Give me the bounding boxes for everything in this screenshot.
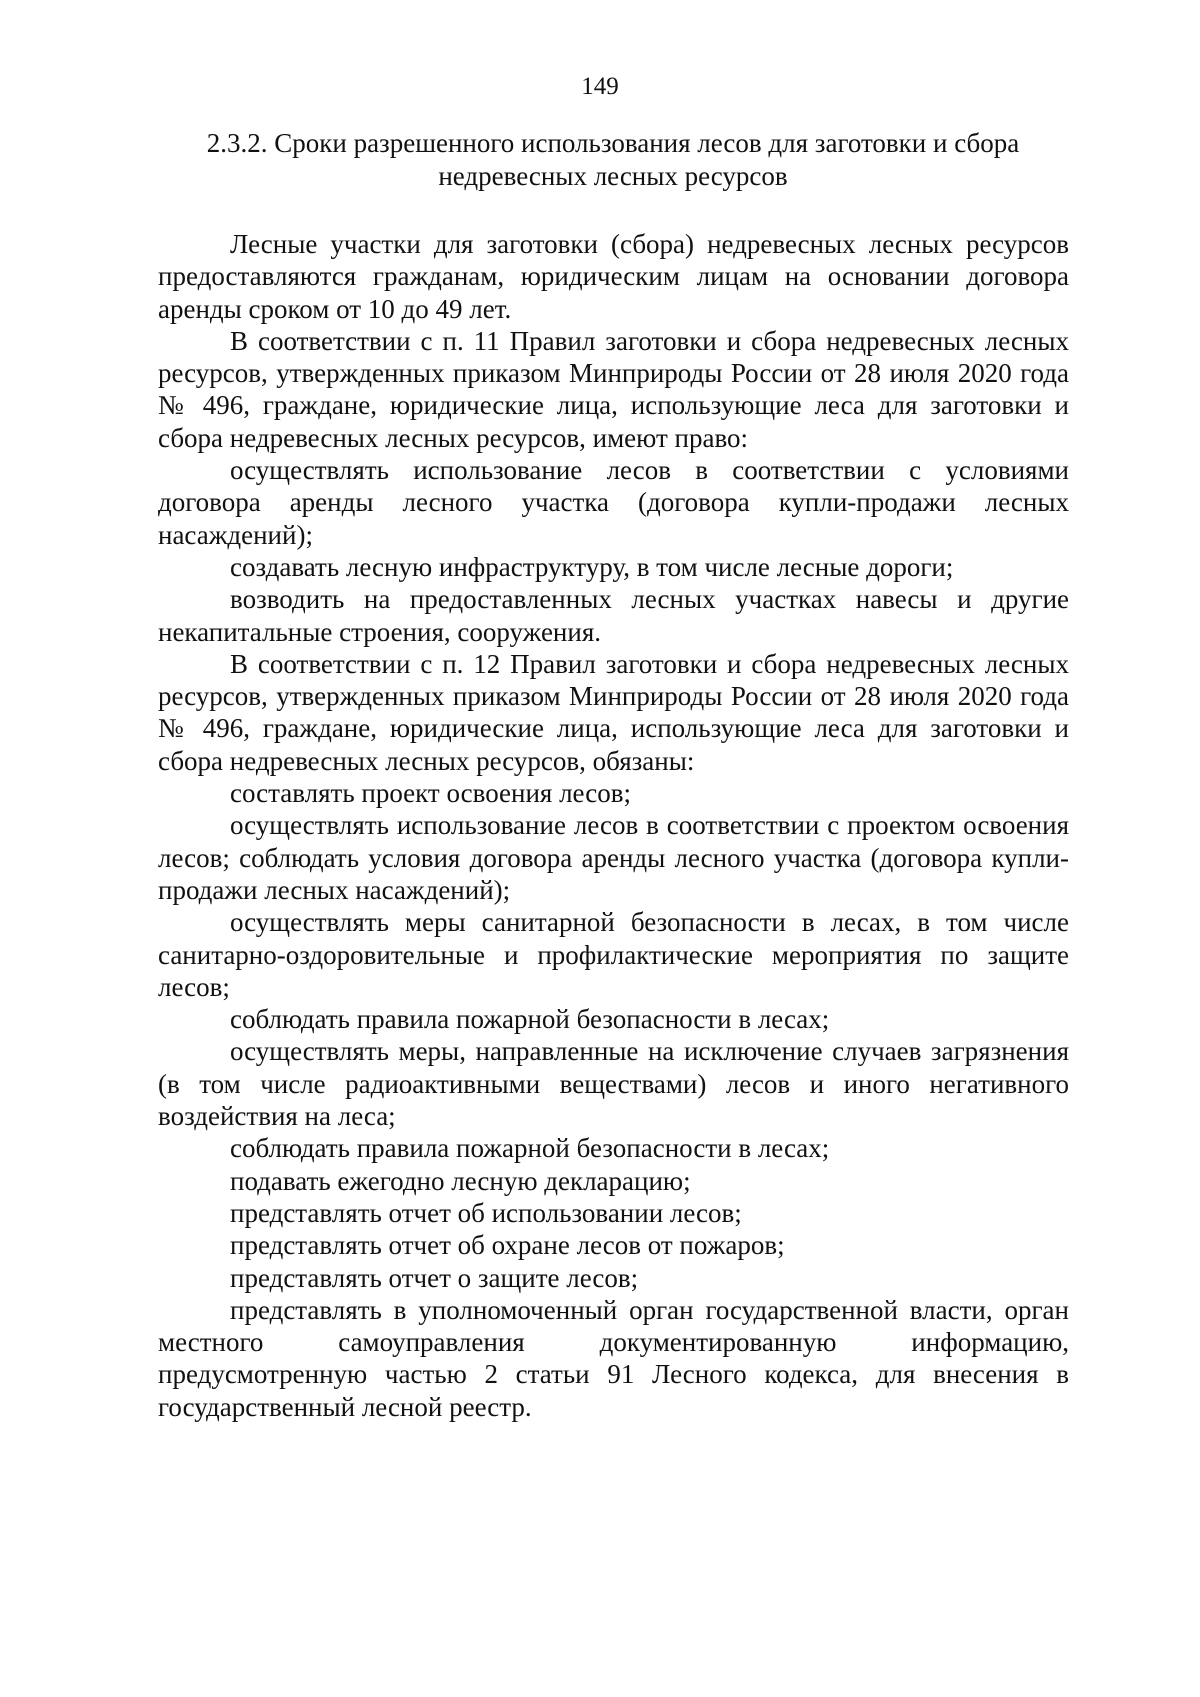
list-item: представлять отчет об охране лесов от пожаров; [230, 1230, 785, 1261]
list-item: представлять отчет об использовании лесов; [230, 1197, 742, 1228]
section-heading-line-2: недревесных лесных ресурсов [438, 161, 788, 191]
section-heading [158, 127, 1068, 193]
list-item: создавать лесную инфраструктуру, в том числе лесные дороги; [230, 551, 954, 582]
document-body [158, 228, 1069, 1423]
paragraph: Лесные участки для заготовки (сбора) недревесных лесных ресурсов предоставляются гражданам, юридическим лицам на основании договора аренды сроком от 10 до 49 лет. [158, 229, 1069, 324]
list-item: представлять в уполномоченный орган государственной власти, орган местного самоуправления документированную информацию, предусмотренную частью 2 статьи 91 Лесного кодекса, для внесения в государственный лесной реестр. [158, 1294, 1069, 1422]
list-item: составлять проект освоения лесов; [230, 778, 631, 809]
list-item: представлять отчет о защите лесов; [230, 1262, 639, 1293]
list-item: осуществлять меры, направленные на исключение случаев загрязнения (в том числе радиоактивными веществами) лесов и иного негативного воздействия на леса; [158, 1036, 1069, 1132]
list-item: подавать ежегодно лесную декларацию; [230, 1165, 691, 1196]
list-item: осуществлять использование лесов в соответствии с проектом освоения лесов; соблюдать условия договора аренды лесного участка (договора купли-продажи лесных насаждений); [158, 810, 1069, 905]
list-item: соблюдать правила пожарной безопасности в лесах; [230, 1133, 830, 1164]
list-item: осуществлять меры санитарной безопасности в лесах, в том числе санитарно-оздоровительные и профилактические мероприятия по защите лесов; [158, 907, 1069, 1002]
page-number: 149 [581, 73, 619, 100]
section-heading-line-1: 2.3.2. Сроки разрешенного использования лесов для заготовки и сбора [206, 128, 1020, 158]
list-item: осуществлять использование лесов в соответствии с условиями договора аренды лесного участка (договора купли-продажи лесных насаждений); [158, 455, 1069, 550]
list-item: соблюдать правила пожарной безопасности в лесах; [230, 1004, 830, 1035]
list-item: возводить на предоставленных лесных участках навесы и другие некапитальные строения, сооружения. [158, 584, 1069, 647]
paragraph: В соответствии с п. 11 Правил заготовки и сбора недревесных лесных ресурсов, утвержденных приказом Минприроды России от 28 июля 2020 года № 496, граждане, юридические лица, использующие леса для заготовки и сбора недревесных лесных ресурсов, имеют право: [158, 325, 1069, 453]
paragraph: В соответствии с п. 12 Правил заготовки и сбора недревесных лесных ресурсов, утвержденных приказом Минприроды России от 28 июля 2020 года № 496, граждане, юридические лица, использующие леса для заготовки и сбора недревесных лесных ресурсов, обязаны: [158, 648, 1069, 776]
